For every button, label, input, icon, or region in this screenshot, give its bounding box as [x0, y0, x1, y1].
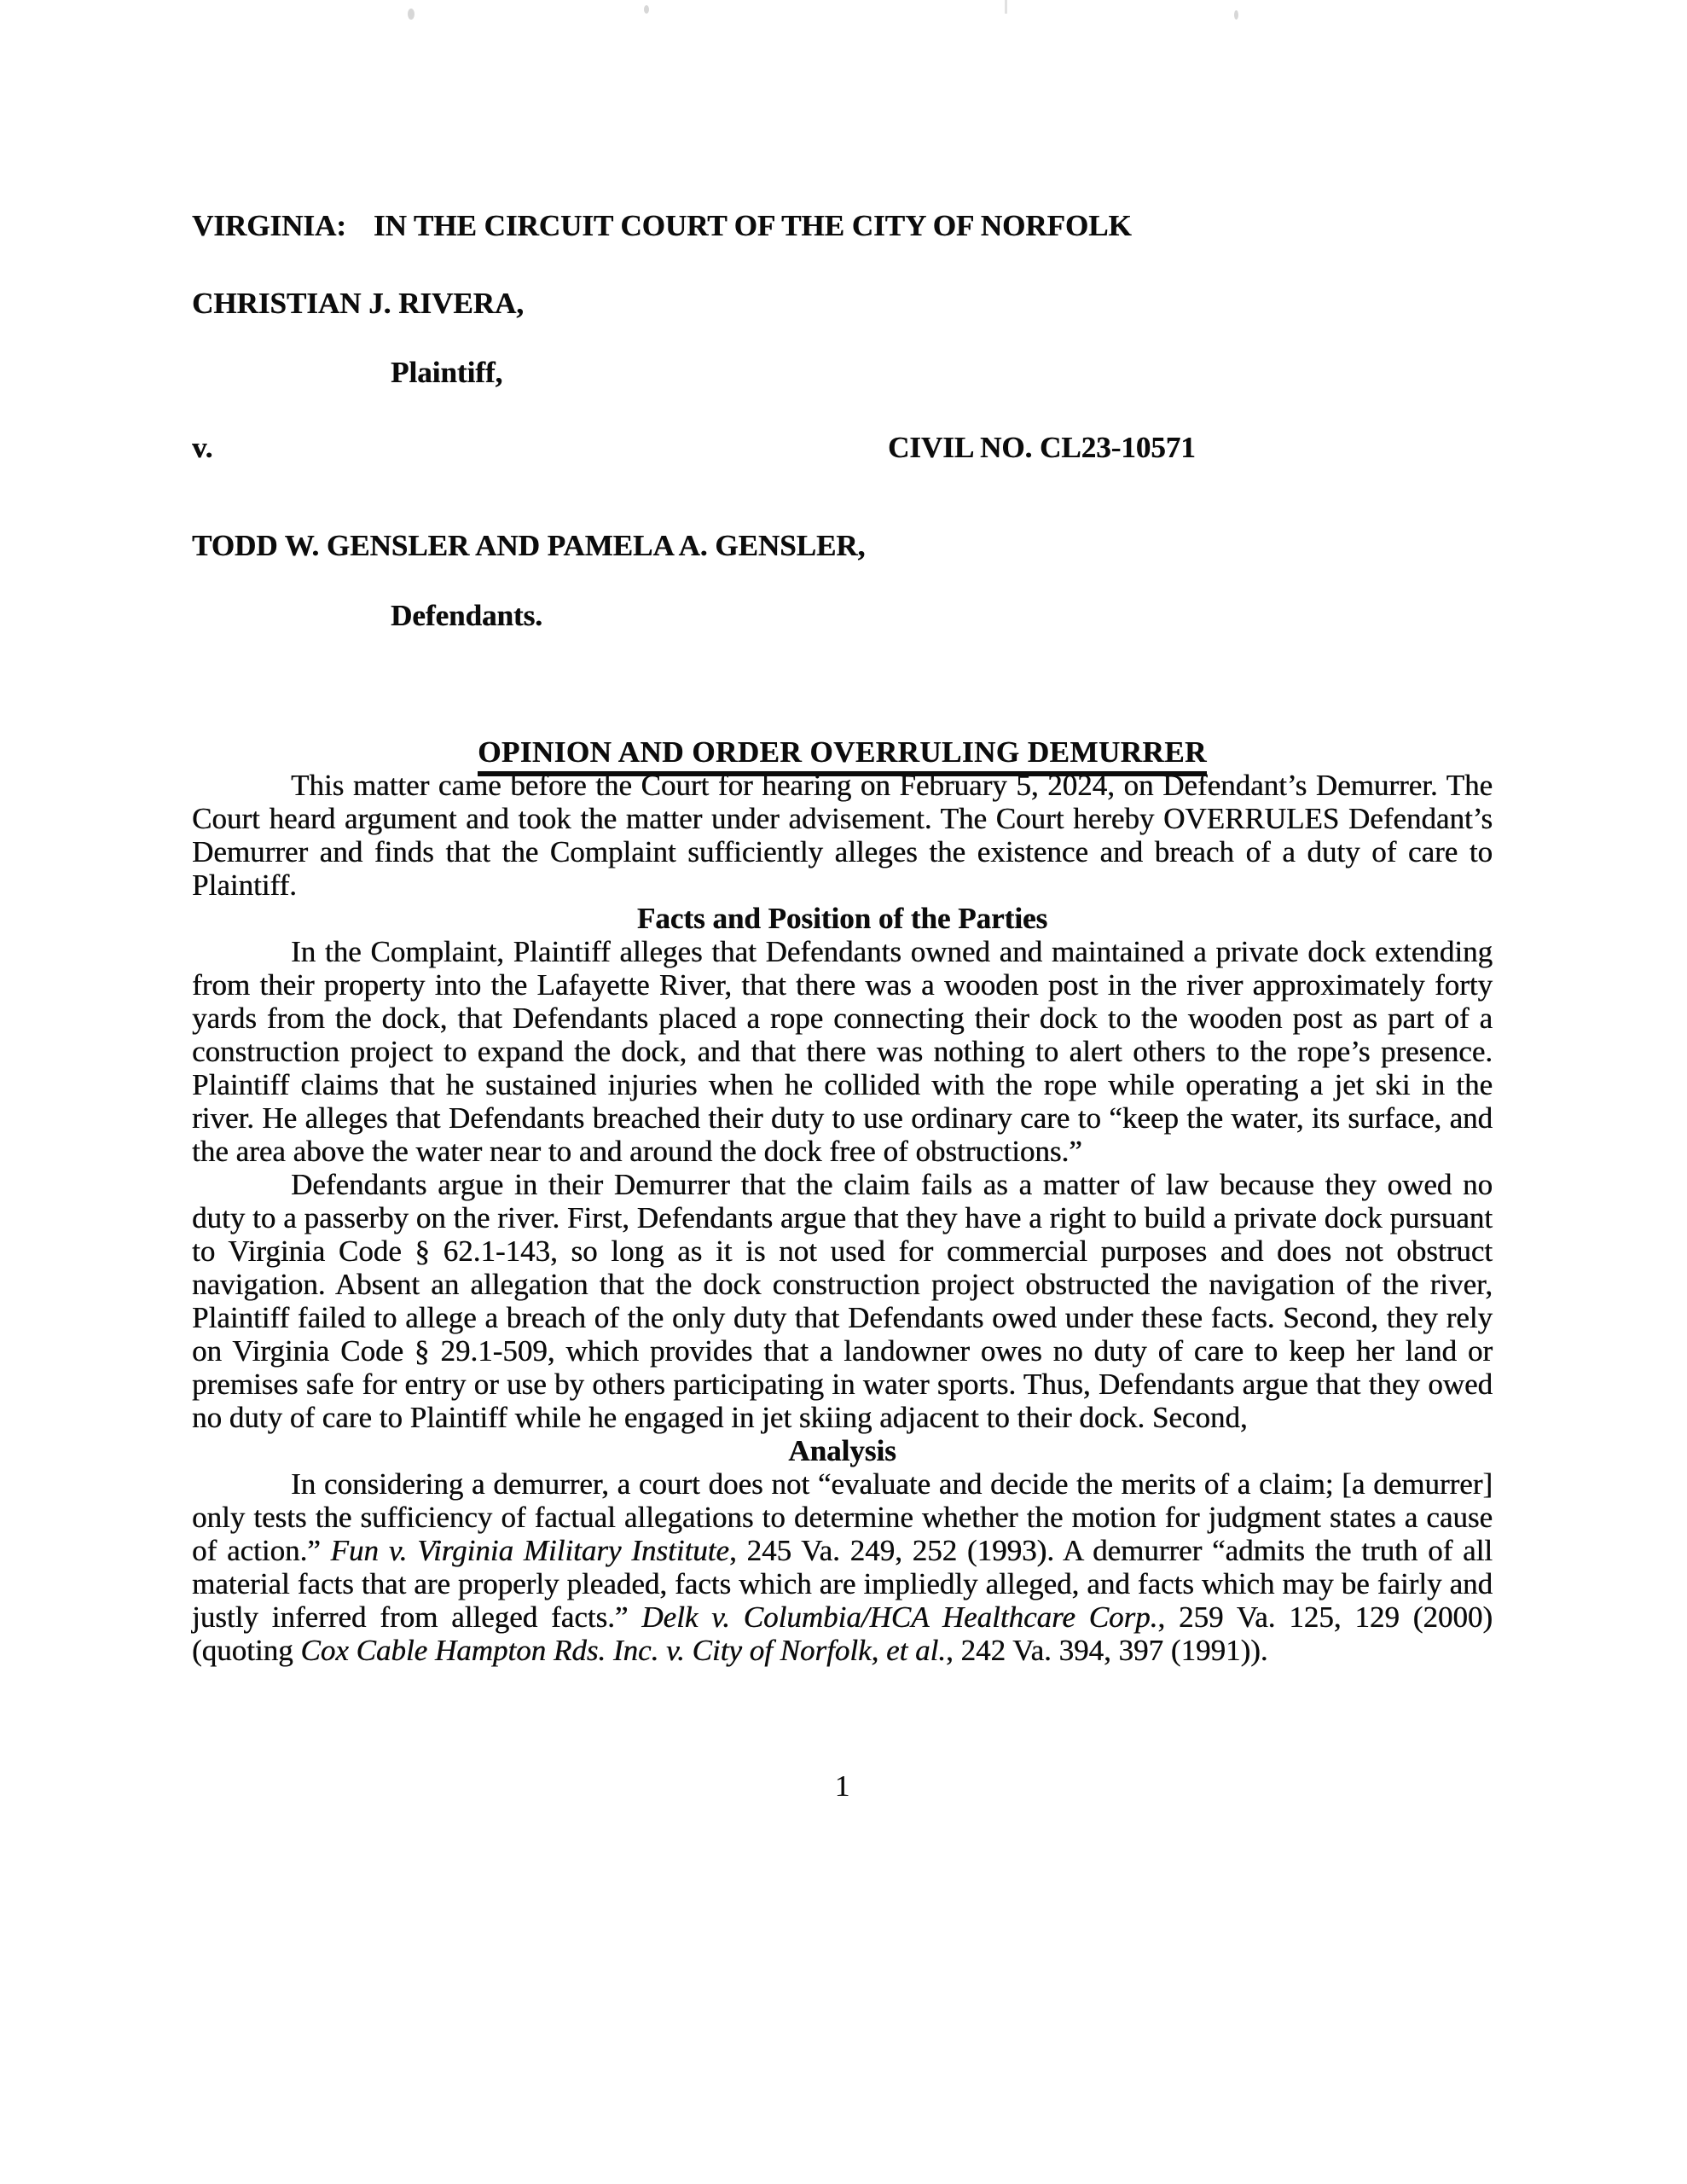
opinion-title-text: OPINION AND ORDER OVERRULING DEMURRER: [478, 735, 1207, 776]
case-citation-delk: Delk v. Columbia/HCA Healthcare Corp.: [641, 1600, 1158, 1634]
plaintiff-role: Plaintiff,: [391, 356, 503, 389]
plaintiff-name: CHRISTIAN J. RIVERA,: [192, 287, 524, 320]
caption-court-name: IN THE CIRCUIT COURT OF THE CITY OF NORFOLK: [373, 209, 1132, 242]
caption-state-label: VIRGINIA:: [192, 209, 346, 242]
facts-paragraph-2: Defendants argue in their Demurrer that the claim fails as a matter of law because they owed no duty to a passerby on the river. First, Defendants argue that they have a right to build a private dock pursuant to Virginia Code § 62.1-143, so long as it is not used for commercial purposes and does not obstruct navigation. Absent an allegation that the dock construction project obstructed the navigation of the river, Plaintiff failed to allege a breach of the only duty that Defendants owed under these facts. Second, they rely on Virginia Code § 29.1-509, which provides that a landowner owes no duty of care to keep her land or premises safe for entry or use by others participating in water sports. Thus, Defendants argue that they owed no duty of care to Plaintiff while he engaged in jet skiing adjacent to their dock. Second,: [192, 1168, 1493, 1434]
defendants-name: TODD W. GENSLER AND PAMELA A. GENSLER,: [192, 529, 866, 562]
page-number: 1: [834, 1769, 850, 1803]
analysis-text: , 242 Va. 394, 397 (1991)).: [945, 1634, 1268, 1667]
civil-number: CIVIL NO. CL23-10571: [888, 431, 1196, 464]
analysis-paragraph: [192, 1467, 1493, 1667]
versus-row: [192, 431, 1493, 464]
analysis-heading: Analysis: [788, 1434, 896, 1467]
versus-label: v.: [192, 431, 213, 464]
analysis-text: In considering a demurrer, a court does not “evaluate and decide the merits of a claim; [a demurrer] only tests the sufficiency of factual allegations to determine whether the motion for judgment states a cause of action.”: [192, 1467, 1493, 1567]
document-content: [192, 0, 1493, 1803]
case-citation-cox: Cox Cable Hampton Rds. Inc. v. City of Norfolk, et al.: [300, 1634, 946, 1667]
facts-paragraph-1: In the Complaint, Plaintiff alleges that Defendants owned and maintained a private dock extending from their property into the Lafayette River, that there was a wooden post in the river approximately forty yards from the dock, that Defendants placed a rope connecting their dock to the wooden post as part of a construction project to expand the dock, and that there was nothing to alert others to the rope’s presence. Plaintiff claims that he sustained injuries when he collided with the rope while operating a jet ski in the river. He alleges that Defendants breached their duty to use ordinary care to “keep the water, its surface, and the area above the water near to and around the dock free of obstructions.”: [192, 935, 1493, 1168]
facts-heading: Facts and Position of the Parties: [636, 902, 1048, 935]
defendants-role: Defendants.: [391, 599, 542, 632]
case-citation-fun: Fun v. Virginia Military Institute: [330, 1534, 729, 1567]
caption-court-line: [192, 209, 1493, 242]
order-paragraph: This matter came before the Court for hearing on February 5, 2024, on Defendant’s Demurrer. The Court heard argument and took the matter under advisement. The Court hereby OVERRULES Defendant’s Demurrer and finds that the Complaint sufficiently alleges the existence and breach of a duty of care to Plaintiff.: [192, 769, 1493, 902]
opinion-title: [192, 735, 1493, 769]
analysis-text: , 245 Va. 249, 252 (1993). A demurrer “admits the truth of all material facts that are properly pleaded, facts which are impliedly alleged, and facts which may be fairly and justly inferred from alleged facts.”: [192, 1534, 1493, 1634]
analysis-text: , 259 Va. 125, 129 (2000) (quoting: [192, 1600, 1493, 1667]
